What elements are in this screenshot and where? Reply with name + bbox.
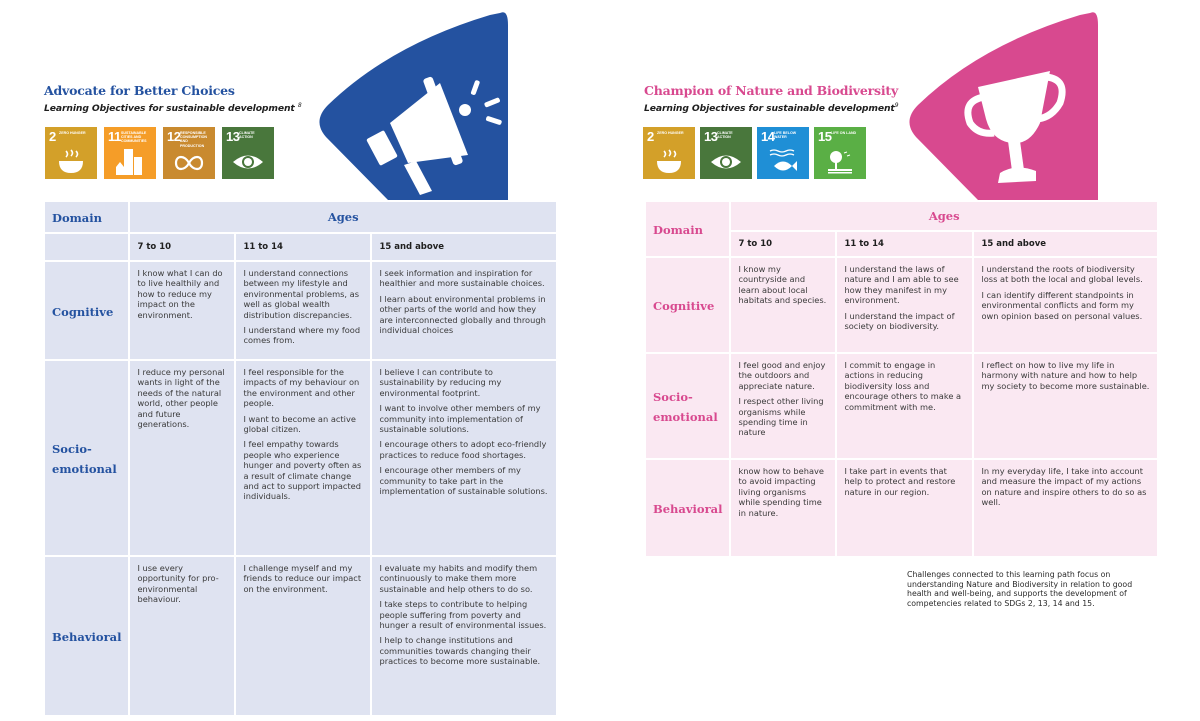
learning-objectives-subtitle: [44, 102, 302, 114]
age-column-7-10: 7 to 10: [130, 234, 234, 260]
table-row-cognitive: [646, 258, 1157, 352]
domain-behavioral: Behavioral: [45, 557, 128, 715]
age-column-7-10: 7 to 10: [731, 232, 835, 256]
learning-objectives-subtitle: [644, 102, 898, 114]
domain-header: Domain: [45, 202, 128, 232]
page-title-advocate: Advocate for Better Choices: [44, 83, 235, 98]
cell: I use every opportunity for pro-environmental behaviour.: [130, 557, 234, 715]
cell: know how to behave to avoid impacting living organisms while spending time in nature.: [731, 460, 835, 556]
sdg-2-zero-hunger-icon: 2 ZERO HUNGER: [643, 127, 695, 179]
eye-globe-icon: [710, 147, 742, 175]
cell: I feel good and enjoy the outdoors and appreciate nature. I respect other living organisms while spending time in nature: [731, 354, 835, 458]
sdg-icons-row: [643, 127, 866, 179]
tree-icon: [824, 147, 856, 175]
learning-objectives-table-champion: [644, 200, 1159, 558]
domain-socio-emotional: Socio- emotional: [45, 361, 128, 555]
cell: I know what I can do to live healthily and how to reduce my impact on the environment.: [130, 262, 234, 359]
sdg-13-climate-action-icon: 13 CLIMATE ACTION: [222, 127, 274, 179]
megaphone-icon: [310, 5, 510, 200]
cell: I know my countryside and learn about local habitats and species.: [731, 258, 835, 352]
domain-cognitive: Cognitive: [45, 262, 128, 359]
sdg-14-life-below-water-icon: 14 LIFE BELOW WATER: [757, 127, 809, 179]
cell: In my everyday life, I take into account and measure the impact of my actions on nature and inspire others to do so as well.: [974, 460, 1157, 556]
table-row-behavioral: [45, 557, 556, 715]
ages-header: Ages: [731, 202, 1157, 230]
cell: I take part in events that help to protect and restore nature in our region.: [837, 460, 972, 556]
trophy-icon: [900, 5, 1100, 200]
learning-path-note: Challenges connected to this learning path focus on understanding Nature and Biodiversity in relation to good health and well-being, and supports the development of competencies related to SDGs 2, 13, 14 and 15.: [907, 570, 1133, 608]
cell: I believe I can contribute to sustainability by reducing my environmental footprint. I want to involve other members of my community into implementation of sustainable solutions. I encourage others to adopt eco-friendly practices to reduce food shortages. I encourage other members of my community to take part in the implementation of sustainable solutions.: [372, 361, 556, 555]
domain-header: Domain: [646, 202, 729, 256]
sdg-12-responsible-consumption-icon: 12 RESPONSIBLE CONSUMPTION AND PRODUCTION: [163, 127, 215, 179]
bowl-icon: [55, 147, 87, 175]
infinity-icon: [173, 147, 205, 175]
cell: I reflect on how to live my life in harmony with nature and how to help my society to become more sustainable.: [974, 354, 1157, 458]
domain-behavioral: Behavioral: [646, 460, 729, 556]
subtitle-text: Learning Objectives for sustainable development: [44, 103, 295, 115]
table-row-cognitive: [45, 262, 556, 359]
bowl-icon: [653, 147, 685, 175]
page-title-champion: Champion of Nature and Biodiversity: [644, 83, 899, 98]
learning-objectives-table-advocate: [43, 200, 558, 717]
fish-icon: [767, 147, 799, 175]
age-column-15-above: 15 and above: [372, 234, 556, 260]
blank-header-cell: [45, 234, 128, 260]
age-column-15-above: 15 and above: [974, 232, 1157, 256]
cell: I seek information and inspiration for healthier and more sustainable choices. I learn about environmental problems in other parts of the world and how they are interconnected globally and through individual choices: [372, 262, 556, 359]
right-panel-champion: [600, 0, 1200, 721]
cell: I evaluate my habits and modify them continuously to make them more sustainable and help others to do so. I take steps to contribute to helping people suffering from poverty and hunger a result of environmental issues. I help to change institutions and communities towards changing their practices to become more sustainable.: [372, 557, 556, 715]
cell: I commit to engage in actions in reducing biodiversity loss and encourage others to make a commitment with me.: [837, 354, 972, 458]
cell: I challenge myself and my friends to reduce our impact on the environment.: [236, 557, 370, 715]
cell: I understand connections between my lifestyle and environmental problems, as well as global wealth distribution discrepancies. I understand where my food comes from.: [236, 262, 370, 359]
subtitle-text: Learning Objectives for sustainable development: [644, 103, 895, 115]
footnote-ref: 8: [297, 102, 302, 109]
ages-header: Ages: [130, 202, 556, 232]
table-row-socio-emotional: [45, 361, 556, 555]
city-icon: [114, 147, 146, 175]
cell: I reduce my personal wants in light of the needs of the natural world, other people and future generations.: [130, 361, 234, 555]
footnote-ref: 9: [894, 102, 899, 109]
cell: I feel responsible for the impacts of my behaviour on the environment and other people. I want to become an active global citizen. I feel empathy towards people who experience hunger and poverty often as a result of climate change and act to support impacted individuals.: [236, 361, 370, 555]
table-row-socio-emotional: [646, 354, 1157, 458]
sdg-13-climate-action-icon: 13 CLIMATE ACTION: [700, 127, 752, 179]
cell: I understand the roots of biodiversity loss at both the local and global levels. I can identify different standpoints in environmental conflicts and form my own opinion based on personal values.: [974, 258, 1157, 352]
age-column-11-14: 11 to 14: [837, 232, 972, 256]
domain-socio-emotional: Socio- emotional: [646, 354, 729, 458]
cell: I understand the laws of nature and I am able to see how they manifest in my environment. I understand the impact of society on biodiversity.: [837, 258, 972, 352]
sdg-11-sustainable-cities-icon: 11 SUSTAINABLE CITIES AND COMMUNITIES: [104, 127, 156, 179]
age-column-11-14: 11 to 14: [236, 234, 370, 260]
sdg-15-life-on-land-icon: 15 LIFE ON LAND: [814, 127, 866, 179]
table-row-behavioral: [646, 460, 1157, 556]
sdg-2-zero-hunger-icon: 2 ZERO HUNGER: [45, 127, 97, 179]
sdg-icons-row: [45, 127, 274, 179]
eye-globe-icon: [232, 147, 264, 175]
domain-cognitive: Cognitive: [646, 258, 729, 352]
